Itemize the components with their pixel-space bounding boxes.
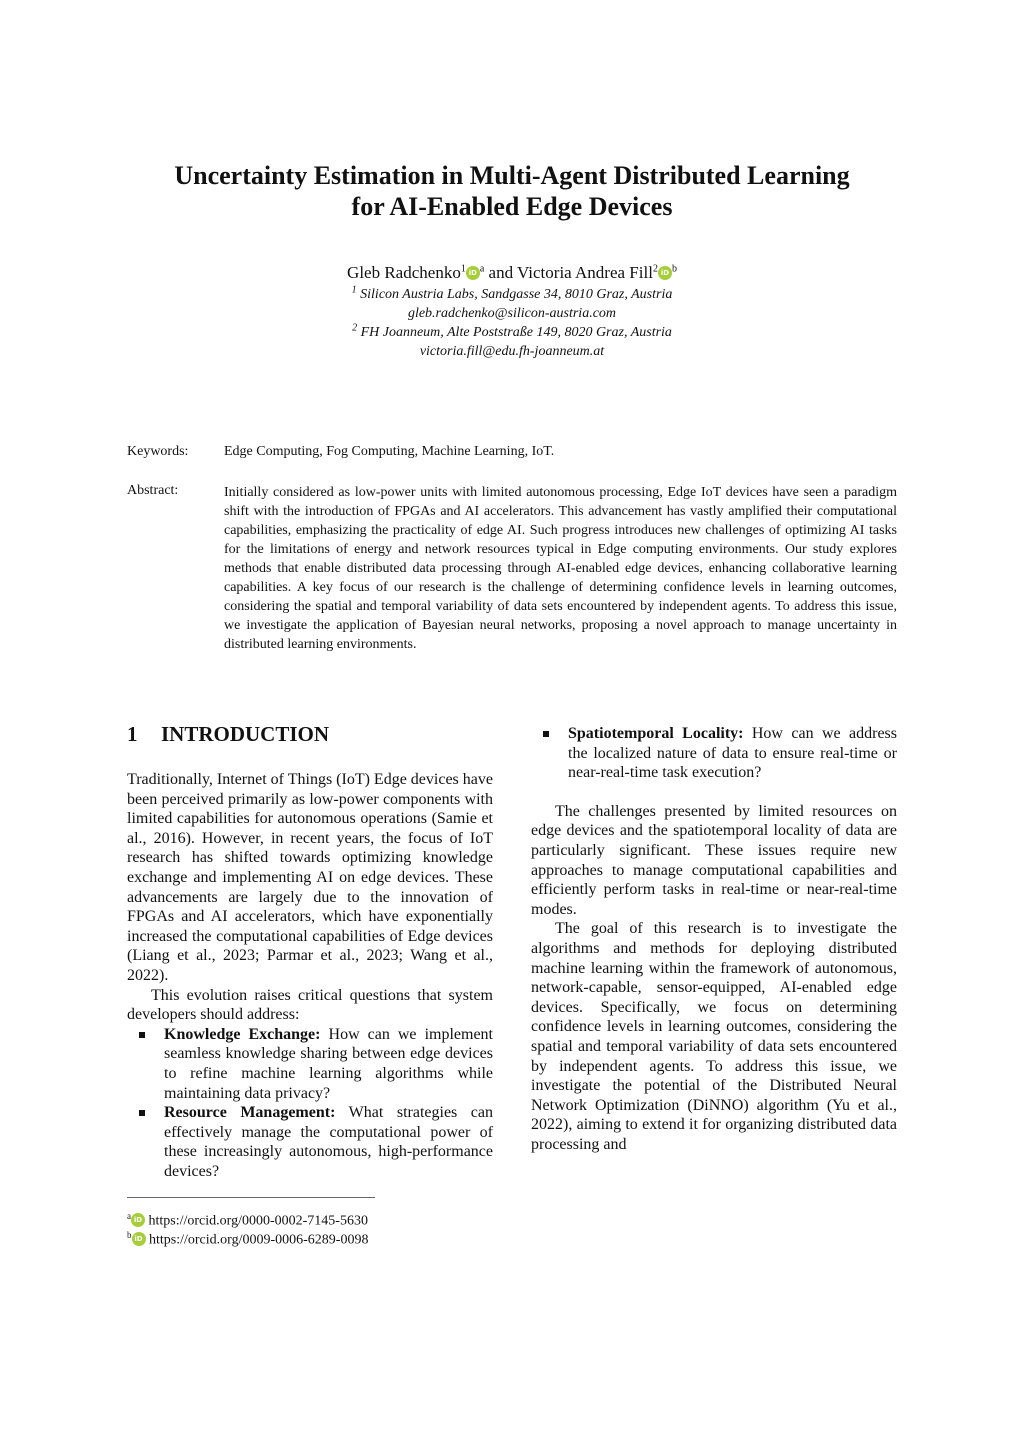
bullet-square-icon	[543, 731, 549, 737]
left-column	[127, 770, 493, 1181]
title-line-1: Uncertainty Estimation in Multi-Agent Distributed Learning	[174, 161, 850, 190]
author-1-footnote-mark: a	[479, 263, 485, 275]
affiliation-2-text: FH Joanneum, Alte Poststraße 149, 8020 Graz, Austria	[360, 325, 672, 340]
bullet-square-icon	[139, 1110, 145, 1116]
affiliation-1-text: Silicon Austria Labs, Sandgasse 34, 8010 Graz, Austria	[360, 287, 673, 302]
section-heading	[127, 722, 329, 747]
intro-paragraph-1: Traditionally, Internet of Things (IoT) Edge devices have been perceived primarily as low-power components with limited capabilities for autonomous operations (Samie et al., 2016). However, in recent years, the focus of IoT research has shifted towards optimizing knowledge exchange and implementing AI on edge devices. These advancements are largely due to the innovation of FPGAs and AI accelerators, which have exponentially increased the computational capabilities of Edge devices (Liang et al., 2023; Parmar et al., 2023; Wang et al., 2022).	[127, 771, 493, 984]
orcid-icon[interactable]: iD	[658, 266, 672, 280]
right-paragraph-1: The challenges presented by limited resources on edge devices and the spatiotemporal locality of data are particularly significant. These issues require new approaches to manage computational capabilities and efficiently perform tasks in real-time or near-real-time modes.	[531, 802, 897, 918]
affiliation-2-email: victoria.fill@edu.fh-joanneum.at	[419, 344, 605, 359]
author-conjunction: and	[484, 263, 518, 282]
affiliation-1	[0, 285, 1024, 304]
abstract-label: Abstract:	[127, 483, 179, 498]
orcid-icon: iD	[132, 1232, 146, 1246]
footnote-mark: b	[127, 1230, 132, 1240]
keywords-label: Keywords:	[127, 444, 189, 459]
section-number: 1	[127, 722, 138, 746]
bullet-square-icon	[139, 1032, 145, 1038]
footnote-url[interactable]: https://orcid.org/0009-0006-6289-0098	[149, 1232, 369, 1248]
author-line	[0, 262, 1024, 284]
list-item-text: What strategies can effectively manage the computational power of these increasingly autonomous, high-performance devices?	[164, 1104, 493, 1180]
keywords-text: Edge Computing, Fog Computing, Machine Learning, IoT.	[224, 444, 555, 459]
footnote-divider	[127, 1197, 375, 1198]
right-paragraph-2: The goal of this research is to investigate the algorithms and methods for deploying distributed machine learning within the framework of autonomous, network-capable, sensor-equipped, AI-enabled edge devices. Specifically, we focus on determining confidence levels in learning outcomes, considering the spatial and temporal variability of data sets encountered by independent agents. To address this issue, we investigate the potential of the Distributed Neural Network Optimization (DiNNO) algorithm (Yu et al., 2022), aiming to extend it for organizing distributed data processing and	[531, 920, 897, 1153]
intro-paragraph-2: This evolution raises critical questions that system developers should address:	[127, 986, 493, 1024]
affiliation-2	[0, 323, 1024, 342]
right-column	[531, 724, 897, 1154]
list-item	[531, 724, 897, 783]
section-title: INTRODUCTION	[161, 722, 330, 746]
list-item	[127, 1103, 493, 1181]
title-line-2: for AI-Enabled Edge Devices	[351, 192, 673, 221]
orcid-icon: iD	[131, 1213, 145, 1227]
affiliation-1-email: gleb.radchenko@silicon-austria.com	[407, 306, 617, 321]
orcid-icon[interactable]: iD	[466, 266, 480, 280]
abstract-text: Initially considered as low-power units with limited autonomous processing, Edge IoT devices have seen a paradigm shift with the introduction of FPGAs and AI accelerators. This advancement has vastly amplified their computational capabilities, emphasizing the practicality of edge AI. Such progress introduces new challenges of optimizing AI tasks for the limitations of energy and network resources typical in Edge computing environments. Our study explores methods that enable distributed data processing through AI-enabled edge devices, enhancing collaborative learning capabilities. A key focus of our research is the challenge of determining confidence levels in learning outcomes, considering the spatial and temporal variability of data sets encountered by independent agents. To address this issue, we investigate the application of Bayesian neural networks, proposing a novel approach to manage uncertainty in distributed learning environments.	[224, 485, 897, 652]
author-1-affil-sup: 1	[460, 263, 466, 275]
list-item-head: Spatiotemporal Locality:	[568, 725, 744, 742]
question-list	[127, 1025, 493, 1182]
question-list-continued	[531, 724, 897, 783]
footnote-b	[127, 1226, 368, 1250]
author-1-name: Gleb Radchenko	[347, 263, 461, 282]
author-2-name: Victoria Andrea Fill	[517, 263, 653, 282]
list-item-text: How can we implement seamless knowledge sharing between edge devices to refine machine learning algorithms while maintaining data privacy?	[164, 1025, 493, 1102]
author-2-affil-sup: 2	[652, 263, 658, 275]
list-item-head: Knowledge Exchange:	[164, 1025, 321, 1043]
list-item-head: Resource Management:	[164, 1104, 336, 1122]
list-item	[127, 1025, 493, 1103]
affiliation-1-sup: 1	[351, 284, 357, 296]
footnote-mark: a	[127, 1211, 131, 1221]
list-item-text: How can we address the localized nature of data to ensure real-time or near-real-time task execution?	[568, 725, 897, 782]
author-2-footnote-mark: b	[671, 263, 677, 275]
affiliation-2-sup: 2	[352, 322, 358, 334]
footnote-url[interactable]: https://orcid.org/0000-0002-7145-5630	[148, 1213, 368, 1229]
paper-title	[0, 160, 1024, 222]
